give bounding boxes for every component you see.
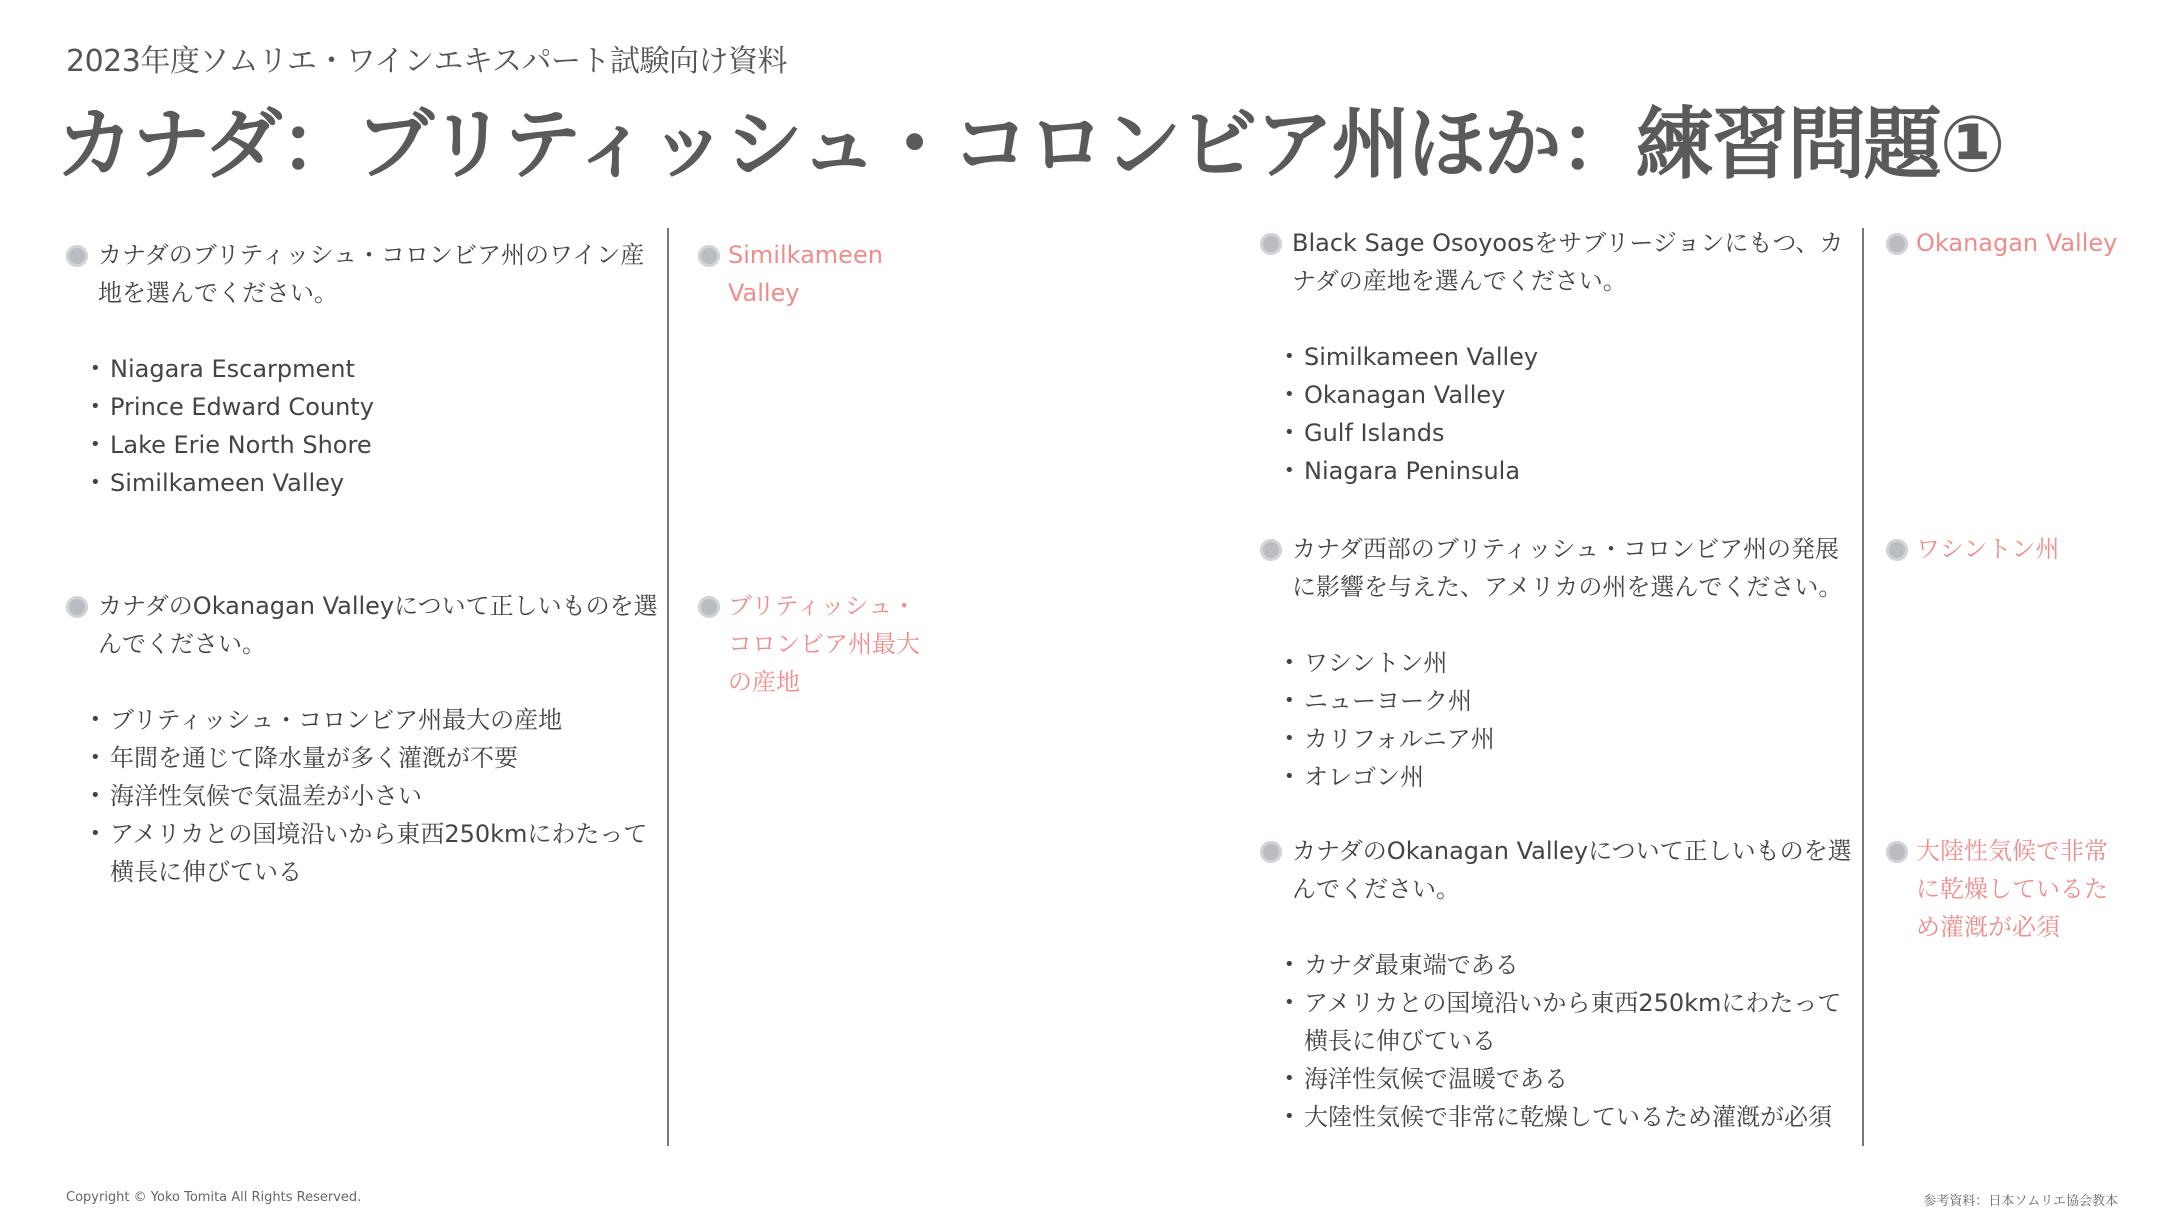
question-bullet-icon <box>1260 233 1282 255</box>
option-item: • アメリカとの国境沿いから東西250kmにわたって横長に伸びている <box>1284 984 1860 1060</box>
answer-bullet-icon <box>1886 841 1908 863</box>
question-bullet-icon <box>66 596 88 618</box>
answer-text: ブリティッシュ・コロンビア州最大の産地 <box>728 592 920 696</box>
answer-text: Okanagan Valley <box>1916 229 2118 257</box>
option-item: • カリフォルニア州 <box>1284 720 1860 758</box>
question-block-3 <box>1260 224 1860 490</box>
question-bullet-icon <box>66 245 88 267</box>
question-bullet-icon <box>1260 539 1282 561</box>
question-block-1 <box>66 236 666 502</box>
option-item: • ワシントン州 <box>1284 644 1860 682</box>
answer-bullet-icon <box>1886 539 1908 561</box>
option-item: • カナダ最東端である <box>1284 946 1860 984</box>
answer-block-4 <box>1886 530 2156 568</box>
answer-text: 大陸性気候で非常に乾燥しているため灌漑が必須 <box>1916 837 2108 941</box>
column-divider-right <box>1862 228 1864 1146</box>
option-item: • Niagara Peninsula <box>1284 452 1860 490</box>
answer-text: Similkameen Valley <box>728 241 883 307</box>
answer-bullet-icon <box>1886 233 1908 255</box>
page-title: カナダ：ブリティッシュ・コロンビア州ほか：練習問題① <box>56 100 2004 190</box>
question-block-2 <box>66 587 666 891</box>
answer-bullet-icon <box>698 245 720 267</box>
option-list <box>66 350 666 502</box>
question-block-4 <box>1260 530 1860 796</box>
option-list <box>1260 946 1860 1136</box>
option-item: • ニューヨーク州 <box>1284 682 1860 720</box>
option-item: • Prince Edward County <box>90 388 666 426</box>
option-item: • ブリティッシュ・コロンビア州最大の産地 <box>90 701 666 739</box>
column-divider-left <box>667 228 669 1146</box>
question-text: カナダ西部のブリティッシュ・コロンビア州の発展に影響を与えた、アメリカの州を選んでください。 <box>1292 535 1843 601</box>
option-item: • オレゴン州 <box>1284 758 1860 796</box>
option-item: • Lake Erie North Shore <box>90 426 666 464</box>
option-item: • Gulf Islands <box>1284 414 1860 452</box>
option-item: • 大陸性気候で非常に乾燥しているため灌漑が必須 <box>1284 1098 1860 1136</box>
option-item: • 年間を通じて降水量が多く灌漑が不要 <box>90 739 666 777</box>
question-block-5 <box>1260 832 1860 1136</box>
option-item: • 海洋性気候で温暖である <box>1284 1060 1860 1098</box>
question-text: カナダのOkanagan Valleyについて正しいものを選んでください。 <box>98 592 658 658</box>
question-bullet-icon <box>1260 841 1282 863</box>
option-item: • Similkameen Valley <box>1284 338 1860 376</box>
option-item: • Niagara Escarpment <box>90 350 666 388</box>
option-list <box>66 701 666 891</box>
answer-block-2 <box>698 587 938 701</box>
option-item: • アメリカとの国境沿いから東西250kmにわたって横長に伸びている <box>90 815 666 891</box>
option-item: • Okanagan Valley <box>1284 376 1860 414</box>
page-subtitle: 2023年度ソムリエ・ワインエキスパート試験向け資料 <box>66 44 787 79</box>
option-list <box>1260 338 1860 490</box>
answer-block-5 <box>1886 832 2126 946</box>
option-item: • Similkameen Valley <box>90 464 666 502</box>
question-text: カナダのブリティッシュ・コロンビア州のワイン産地を選んでください。 <box>98 241 645 307</box>
answer-block-1 <box>698 236 938 312</box>
question-text: Black Sage Osoyoosをサブリージョンにもつ、カナダの産地を選んでください。 <box>1292 229 1844 295</box>
reference-text: 参考資料：日本ソムリエ協会教本 <box>1923 1194 2118 1209</box>
answer-block-3 <box>1886 224 2156 262</box>
option-list <box>1260 644 1860 796</box>
option-item: • 海洋性気候で気温差が小さい <box>90 777 666 815</box>
answer-text: ワシントン州 <box>1916 535 2060 563</box>
copyright-text: Copyright © Yoko Tomita All Rights Reserved. <box>66 1190 362 1205</box>
answer-bullet-icon <box>698 596 720 618</box>
question-text: カナダのOkanagan Valleyについて正しいものを選んでください。 <box>1292 837 1852 903</box>
